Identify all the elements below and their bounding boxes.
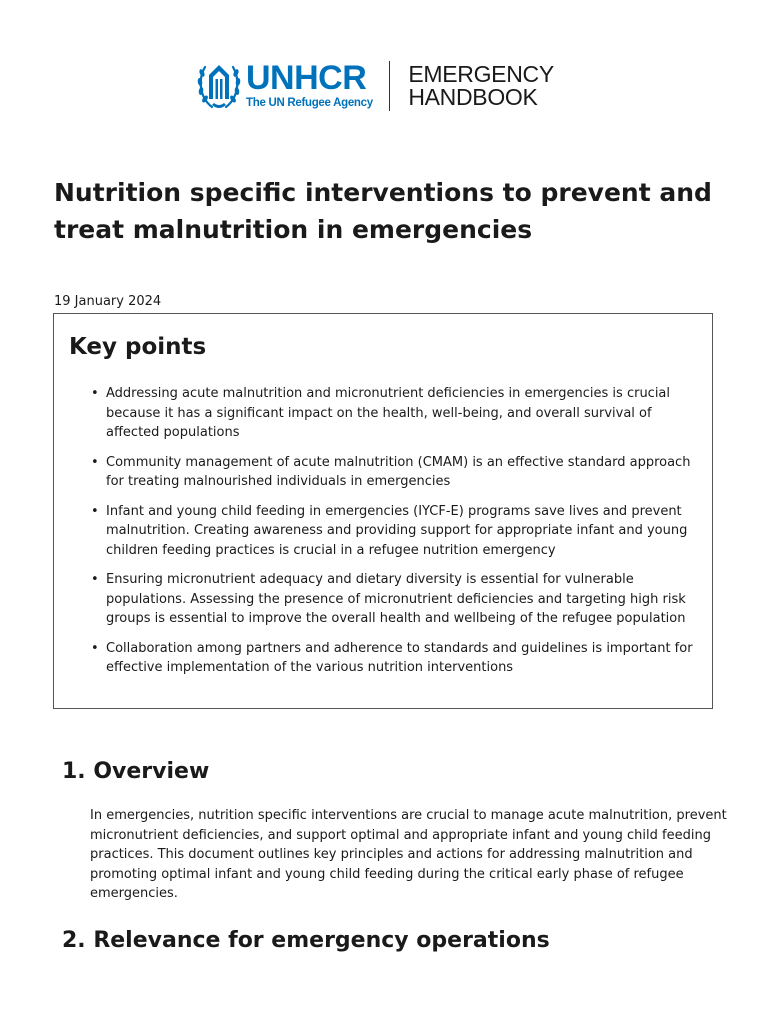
section-heading-relevance: 2. Relevance for emergency operations (62, 928, 550, 953)
key-points-box (53, 313, 713, 709)
key-point-item: • Community management of acute malnutrition (CMAM) is an effective standard approach for treating malnourished individuals in emergencies (106, 453, 702, 492)
wordmark-line-1: EMERGENCY (408, 61, 554, 87)
unhcr-logo (246, 61, 373, 109)
key-point-item: • Addressing acute malnutrition and micronutrient deficiencies in emergencies is crucial because it has a significant impact on the health, well-being, and overall survival of affected populations (106, 384, 702, 443)
key-points-list (90, 384, 702, 688)
publication-date: 19 January 2024 (54, 294, 162, 309)
emergency-handbook-wordmark (408, 63, 554, 109)
handbook-header (196, 56, 554, 116)
unhcr-emblem-icon (196, 59, 242, 113)
section-heading-overview: 1. Overview (62, 759, 210, 784)
key-point-item: • Infant and young child feeding in emergencies (IYCF-E) programs save lives and prevent malnutrition. Creating awareness and providing support for appropriate infant and young children feeding practices is crucial in a refugee nutrition emergency (106, 502, 702, 561)
key-point-item: • Collaboration among partners and adherence to standards and guidelines is important for effective implementation of the various nutrition interventions (106, 639, 702, 678)
organization-tagline: The UN Refugee Agency (246, 97, 373, 109)
key-point-item: • Ensuring micronutrient adequacy and dietary diversity is essential for vulnerable populations. Assessing the presence of micronutrient deficiencies and targeting high risk groups is essential to improve the overall health and wellbeing of the refugee population (106, 570, 702, 629)
organization-name: UNHCR (246, 59, 367, 97)
page-title: Nutrition specific interventions to prevent and treat malnutrition in emergencies (54, 178, 712, 244)
key-points-heading: Key points (69, 334, 207, 360)
wordmark-line-2: HANDBOOK (408, 84, 538, 110)
logo-divider (389, 61, 391, 111)
overview-paragraph: In emergencies, nutrition specific interventions are crucial to manage acute malnutrition, prevent micronutrient deficiencies, and support optimal and appropriate infant and young child feeding practices. This document outlines key principles and actions for addressing malnutrition and promoting optimal infant and young child feeding during the critical early phase of refugee emergencies. (90, 808, 727, 901)
